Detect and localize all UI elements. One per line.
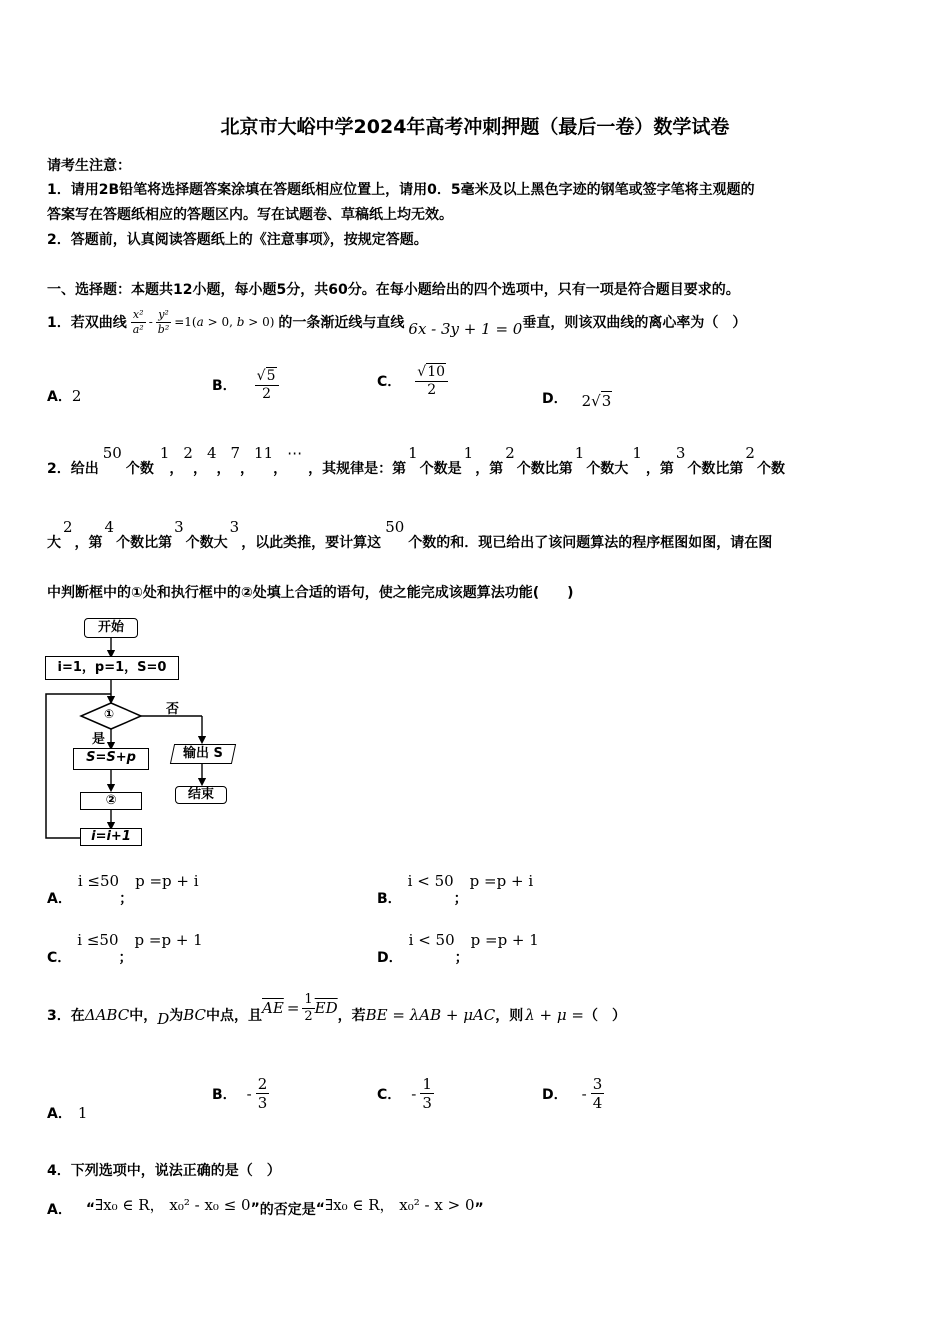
q3-option-d[interactable]: D． - $\frac{3}{4}$ <box>542 1075 603 1112</box>
q4-option-a[interactable]: A． “ ∃x₀ ∈ R， x₀² - x₀ ≤ 0 ” 的否定是 “ ∃x₀ ∈ R， x₀² - x > 0 ” <box>47 1195 484 1218</box>
flow-end: 结束 <box>175 786 227 804</box>
question-3: 3．在 ΔABC 中， D 为 BC 中点，且 $\overline{AE}$ = $\frac{1}{2}$ $\overline{ED}$ ，若 BE = λAB + μAC ，则 λ + μ = （ ） <box>47 991 626 1028</box>
flow-sum: S=S+p <box>73 748 149 770</box>
q2-line-3: 中判断框中的①处和执行框中的②处填上合适的语句，使之能完成该题算法功能( ) <box>47 585 574 601</box>
q3-vector-relation: $\overline{AE}$ = $\frac{1}{2}$ $\overline{ED}$ <box>262 991 338 1024</box>
q1-option-d[interactable]: D． 2√3 <box>542 391 612 410</box>
flow-init: i=1，p=1，S=0 <box>45 656 179 680</box>
q1-suffix: 垂直，则该双曲线的离心率为（ ） <box>522 315 747 331</box>
flowchart <box>40 612 250 862</box>
q1-hyperbola-equation: $\frac{\text{x²}}{\text{a²}}$ - $\frac{\text{y²}}{\text{b²}}$ =1(a > 0, b > 0) <box>132 308 275 336</box>
flow-yes-label: 是 <box>92 732 106 747</box>
question-4: 4．下列选项中，说法正确的是（ ） <box>47 1163 281 1179</box>
q2-option-a[interactable]: A． i ≤50 ； p =p + i <box>47 872 199 907</box>
page-title: 北京市大峪中学2024年高考冲刺押题（最后一卷）数学试卷 <box>220 116 730 138</box>
flow-increment: i=i+1 <box>80 828 142 846</box>
q2-option-c[interactable]: C． i ≤50 ； p =p + 1 <box>47 931 203 966</box>
flowchart-lines <box>40 612 250 862</box>
q3-option-c[interactable]: C． - $\frac{1}{3}$ <box>377 1075 432 1112</box>
q1-line-equation: 6x - 3y + 1 = 0 <box>408 320 523 338</box>
q1-prefix: 1．若双曲线 <box>47 315 127 331</box>
notice-heading: 请考生注意： <box>47 158 131 174</box>
flow-start: 开始 <box>84 618 138 638</box>
notice-line-1a: 1．请用2B铅笔将选择题答案涂填在答题纸相应位置上，请用0．5毫米及以上黑色字迹的钢笔或签字笔将主观题的 <box>47 182 755 198</box>
section-heading: 一、选择题：本题共12小题，每小题5分，共60分。在每小题给出的四个选项中，只有一项是符合题目要求的。 <box>47 282 740 298</box>
q2-option-d[interactable]: D． i < 50 ； p =p + 1 <box>377 931 539 966</box>
q3-option-a[interactable]: A． 1 <box>47 1104 88 1122</box>
q1-option-b[interactable]: B． $\frac{√5}{2}$ <box>212 368 279 403</box>
notice-line-2: 2．答题前，认真阅读答题纸上的《注意事项》，按规定答题。 <box>47 232 428 248</box>
q1-option-c[interactable]: C． $\frac{√10}{2}$ <box>377 364 448 399</box>
flow-step-2: ② <box>80 792 142 810</box>
q1-option-a[interactable]: A．2 <box>47 387 82 405</box>
q1-mid: 的一条渐近线与直线 <box>278 315 405 331</box>
question-1 <box>47 300 746 344</box>
notice-line-1b: 答案写在答题纸相应的答题区内。写在试题卷、草稿纸上均无效。 <box>47 207 453 223</box>
flow-no-label: 否 <box>166 702 180 717</box>
flow-condition-label: ① <box>104 707 115 721</box>
q2-option-b[interactable]: B． i < 50 ； p =p + i <box>377 872 534 907</box>
q3-option-b[interactable]: B． - $\frac{2}{3}$ <box>212 1075 268 1112</box>
q2-line-1: 2．给出 50 个数 1 ， 2 ， 4 ， 7 ， 11 ， ⋯ ，其规律是：第 1 个数是 1 ，第 2 个数比第 1 个数大 1 ，第 3 个数比第 2 个数 <box>47 444 785 477</box>
flow-output: 输出 S <box>170 744 236 764</box>
q2-line-2: 大 2 ，第 4 个数比第 3 个数大 3 ，以此类推，要计算这 50 个数的和．现已给出了该问题算法的程序框图如图，请在图 <box>47 518 773 551</box>
